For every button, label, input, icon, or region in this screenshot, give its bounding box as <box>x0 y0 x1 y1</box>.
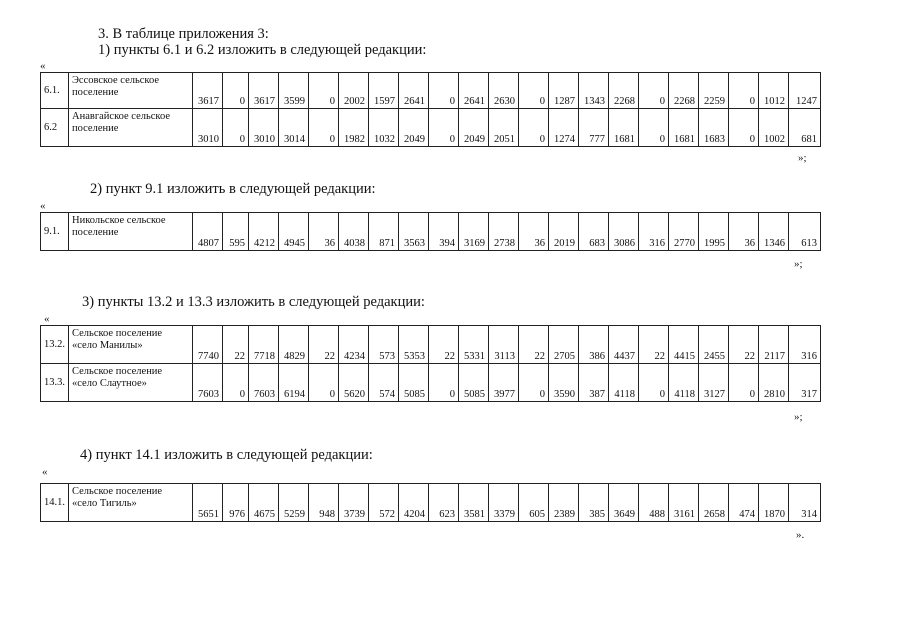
value-cell: 2705 <box>549 326 579 364</box>
value-cell: 683 <box>579 213 609 251</box>
section-3-table <box>40 325 821 402</box>
value-cell: 3161 <box>669 484 699 522</box>
value-cell: 2268 <box>669 73 699 109</box>
value-cell: 948 <box>309 484 339 522</box>
value-cell: 572 <box>369 484 399 522</box>
value-cell: 0 <box>729 109 759 147</box>
value-cell: 4675 <box>249 484 279 522</box>
section-2-heading: 2) пункт 9.1 изложить в следующей редакции: <box>90 181 376 197</box>
value-cell: 474 <box>729 484 759 522</box>
value-cell: 1346 <box>759 213 789 251</box>
value-cell: 2019 <box>549 213 579 251</box>
section-3-open-quote: « <box>44 313 50 325</box>
value-cell: 316 <box>639 213 669 251</box>
value-cell: 5651 <box>193 484 223 522</box>
value-cell: 2268 <box>609 73 639 109</box>
value-cell: 1681 <box>669 109 699 147</box>
value-cell: 871 <box>369 213 399 251</box>
value-cell: 1247 <box>789 73 821 109</box>
value-cell: 623 <box>429 484 459 522</box>
value-cell: 1870 <box>759 484 789 522</box>
settlement-name-cell: Эссовское сельское поселение <box>69 73 193 109</box>
section-1-heading: 1) пункты 6.1 и 6.2 изложить в следующей редакции: <box>98 42 427 58</box>
value-cell: 0 <box>223 364 249 402</box>
value-cell: 4038 <box>339 213 369 251</box>
intro-heading: 3. В таблице приложения 3: <box>98 26 269 42</box>
value-cell: 2389 <box>549 484 579 522</box>
row-number-cell: 13.3. <box>41 364 69 402</box>
table-row <box>41 213 821 251</box>
value-cell: 4945 <box>279 213 309 251</box>
value-cell: 314 <box>789 484 821 522</box>
value-cell: 0 <box>429 73 459 109</box>
value-cell: 3617 <box>249 73 279 109</box>
value-cell: 3739 <box>339 484 369 522</box>
value-cell: 0 <box>309 73 339 109</box>
table-row <box>41 109 821 147</box>
value-cell: 1597 <box>369 73 399 109</box>
value-cell: 6194 <box>279 364 309 402</box>
value-cell: 36 <box>309 213 339 251</box>
value-cell: 0 <box>519 364 549 402</box>
value-cell: 3590 <box>549 364 579 402</box>
value-cell: 0 <box>639 364 669 402</box>
table-row <box>41 326 821 364</box>
value-cell: 386 <box>579 326 609 364</box>
section-2-close-quote: »; <box>794 258 803 270</box>
value-cell: 2259 <box>699 73 729 109</box>
value-cell: 1982 <box>339 109 369 147</box>
row-number-cell: 14.1. <box>41 484 69 522</box>
section-2-open-quote: « <box>40 200 46 212</box>
value-cell: 0 <box>223 73 249 109</box>
value-cell: 613 <box>789 213 821 251</box>
value-cell: 1343 <box>579 73 609 109</box>
value-cell: 0 <box>223 109 249 147</box>
value-cell: 976 <box>223 484 249 522</box>
section-4-close-quote: ». <box>796 529 805 541</box>
section-3-heading: 3) пункты 13.2 и 13.3 изложить в следующей редакции: <box>82 294 425 310</box>
value-cell: 5331 <box>459 326 489 364</box>
value-cell: 4118 <box>609 364 639 402</box>
value-cell: 3581 <box>459 484 489 522</box>
value-cell: 0 <box>639 73 669 109</box>
value-cell: 394 <box>429 213 459 251</box>
value-cell: 1012 <box>759 73 789 109</box>
value-cell: 0 <box>639 109 669 147</box>
value-cell: 1287 <box>549 73 579 109</box>
section-4-table <box>40 483 821 522</box>
value-cell: 3649 <box>609 484 639 522</box>
value-cell: 573 <box>369 326 399 364</box>
value-cell: 22 <box>429 326 459 364</box>
value-cell: 2049 <box>459 109 489 147</box>
value-cell: 2641 <box>399 73 429 109</box>
value-cell: 3014 <box>279 109 309 147</box>
value-cell: 7603 <box>193 364 223 402</box>
value-cell: 5620 <box>339 364 369 402</box>
value-cell: 1681 <box>609 109 639 147</box>
row-number-cell: 6.1. <box>41 73 69 109</box>
table-row <box>41 364 821 402</box>
value-cell: 0 <box>309 109 339 147</box>
value-cell: 22 <box>729 326 759 364</box>
value-cell: 3169 <box>459 213 489 251</box>
row-number-cell: 9.1. <box>41 213 69 251</box>
value-cell: 3379 <box>489 484 519 522</box>
value-cell: 3977 <box>489 364 519 402</box>
settlement-name-cell: Анавгайское сельское поселение <box>69 109 193 147</box>
value-cell: 7718 <box>249 326 279 364</box>
value-cell: 4204 <box>399 484 429 522</box>
value-cell: 1002 <box>759 109 789 147</box>
settlement-name-cell: Сельское поселение «село Манилы» <box>69 326 193 364</box>
value-cell: 316 <box>789 326 821 364</box>
value-cell: 0 <box>429 364 459 402</box>
value-cell: 2738 <box>489 213 519 251</box>
section-1-open-quote: « <box>40 60 46 72</box>
row-number-cell: 6.2 <box>41 109 69 147</box>
settlement-name-cell: Сельское поселение «село Слаутное» <box>69 364 193 402</box>
value-cell: 0 <box>519 109 549 147</box>
value-cell: 3599 <box>279 73 309 109</box>
value-cell: 7603 <box>249 364 279 402</box>
value-cell: 36 <box>729 213 759 251</box>
value-cell: 4212 <box>249 213 279 251</box>
value-cell: 5259 <box>279 484 309 522</box>
value-cell: 2770 <box>669 213 699 251</box>
value-cell: 22 <box>519 326 549 364</box>
section-4-open-quote: « <box>42 466 48 478</box>
row-number-cell: 13.2. <box>41 326 69 364</box>
section-3-close-quote: »; <box>794 411 803 423</box>
value-cell: 22 <box>639 326 669 364</box>
value-cell: 574 <box>369 364 399 402</box>
value-cell: 1274 <box>549 109 579 147</box>
value-cell: 22 <box>223 326 249 364</box>
value-cell: 4118 <box>669 364 699 402</box>
value-cell: 4807 <box>193 213 223 251</box>
value-cell: 2049 <box>399 109 429 147</box>
value-cell: 5353 <box>399 326 429 364</box>
value-cell: 1683 <box>699 109 729 147</box>
value-cell: 2641 <box>459 73 489 109</box>
value-cell: 4437 <box>609 326 639 364</box>
value-cell: 2002 <box>339 73 369 109</box>
value-cell: 605 <box>519 484 549 522</box>
section-1-close-quote: »; <box>798 152 807 164</box>
value-cell: 488 <box>639 484 669 522</box>
value-cell: 0 <box>729 73 759 109</box>
value-cell: 3010 <box>249 109 279 147</box>
value-cell: 3563 <box>399 213 429 251</box>
value-cell: 2630 <box>489 73 519 109</box>
value-cell: 777 <box>579 109 609 147</box>
value-cell: 1032 <box>369 109 399 147</box>
value-cell: 2658 <box>699 484 729 522</box>
value-cell: 0 <box>429 109 459 147</box>
value-cell: 2455 <box>699 326 729 364</box>
value-cell: 3127 <box>699 364 729 402</box>
section-4-heading: 4) пункт 14.1 изложить в следующей редакции: <box>80 447 373 463</box>
value-cell: 3010 <box>193 109 223 147</box>
table-row <box>41 73 821 109</box>
value-cell: 5085 <box>399 364 429 402</box>
value-cell: 3113 <box>489 326 519 364</box>
settlement-name-cell: Никольское сельское поселение <box>69 213 193 251</box>
value-cell: 36 <box>519 213 549 251</box>
table-row <box>41 484 821 522</box>
value-cell: 681 <box>789 109 821 147</box>
value-cell: 4234 <box>339 326 369 364</box>
value-cell: 4415 <box>669 326 699 364</box>
value-cell: 22 <box>309 326 339 364</box>
value-cell: 385 <box>579 484 609 522</box>
value-cell: 7740 <box>193 326 223 364</box>
value-cell: 0 <box>309 364 339 402</box>
value-cell: 317 <box>789 364 821 402</box>
value-cell: 2051 <box>489 109 519 147</box>
value-cell: 2810 <box>759 364 789 402</box>
settlement-name-cell: Сельское поселение «село Тигиль» <box>69 484 193 522</box>
value-cell: 2117 <box>759 326 789 364</box>
value-cell: 0 <box>519 73 549 109</box>
value-cell: 3617 <box>193 73 223 109</box>
value-cell: 5085 <box>459 364 489 402</box>
value-cell: 387 <box>579 364 609 402</box>
value-cell: 595 <box>223 213 249 251</box>
value-cell: 4829 <box>279 326 309 364</box>
value-cell: 1995 <box>699 213 729 251</box>
value-cell: 0 <box>729 364 759 402</box>
section-1-table <box>40 72 821 147</box>
value-cell: 3086 <box>609 213 639 251</box>
section-2-table <box>40 212 821 251</box>
